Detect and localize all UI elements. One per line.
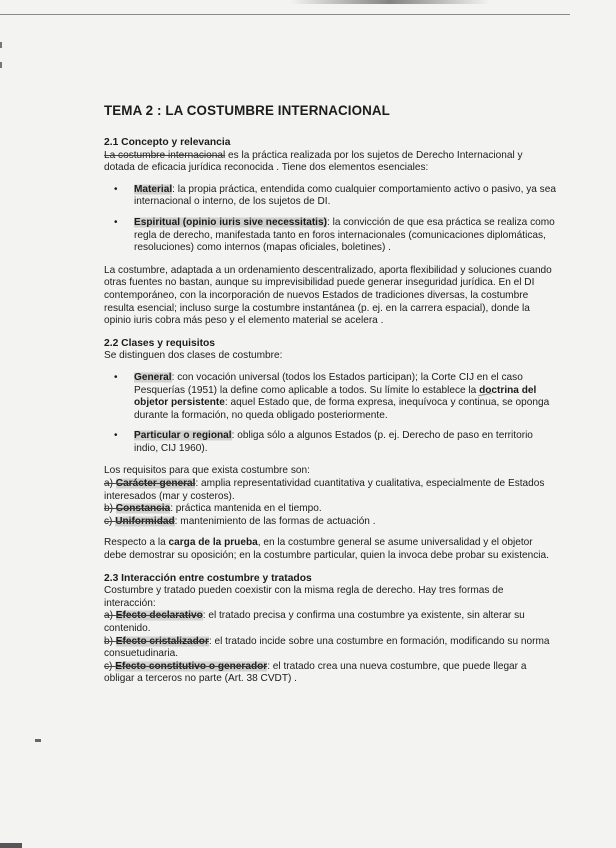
paragraph-text: Respecto a la <box>104 537 169 549</box>
requirement-text: : práctica mantenida en el tiempo. <box>170 503 322 515</box>
scan-edge-mark <box>0 62 2 68</box>
element-list <box>104 184 556 255</box>
document-page <box>104 103 556 696</box>
effect-text: : el tratado precisa y confirma una costumbre ya existente, sin alterar su contenido. <box>104 610 525 634</box>
highlighted-term: Constancia <box>115 503 171 515</box>
effect-item <box>104 610 556 635</box>
effect-item <box>104 636 556 661</box>
item-letter: a) <box>104 610 116 622</box>
highlighted-term: Efecto constitutivo o generador <box>115 660 268 672</box>
paragraph: La costumbre, adaptada a un ordenamiento descentralizado, aporta flexibilidad y soluciones cuando otras fuentes no bastan, aunque su imprevisibilidad puede generar inseguridad jurídica. En el DI contemporáneo, con la incorporación de nuevos Estados de tradiciones diversas, la costumbre resulta esencial; incluso surge la costumbre instantánea (p. ej. en la carrera espacial), donde la opinio iuris cobra más peso y el elemento material se acelera . <box>104 264 552 327</box>
requirement-text: : amplia representatividad cuantitativa y cualitativa, especialmente de Estados interesados (mar y costeros). <box>104 478 545 502</box>
highlighted-term: Uniformidad <box>115 515 175 527</box>
list-item-text: : la convicción de que esa práctica se realiza como regla de derecho, manifestada tanto en foros internacionales (comunicaciones diplomáticas, resoluciones) como internos (mapas oficiales, boletines) . <box>134 216 555 254</box>
requirement-item <box>104 478 556 503</box>
highlighted-term: Efecto declarativo <box>115 610 203 622</box>
list-item <box>104 217 556 255</box>
scan-top-shadow <box>290 0 490 4</box>
list-item <box>104 184 556 209</box>
section-heading: 2.1 Concepto y relevancia <box>104 137 231 148</box>
paragraph: Los requisitos para que exista costumbre son: <box>104 465 310 477</box>
item-letter: a) <box>104 478 116 490</box>
struck-text: La costumbre internacional <box>104 149 226 161</box>
effect-text: : el tratado incide sobre una costumbre en formación, modificando su norma consuetudinaria. <box>104 635 550 660</box>
section-concepto <box>104 137 556 328</box>
bold-term: doctrina del objetor persistente <box>134 384 537 409</box>
item-letter: b) <box>104 503 116 515</box>
list-item <box>104 430 556 455</box>
section-clases <box>104 338 556 563</box>
section-heading: 2.3 Interacción entre costumbre y tratados <box>104 572 312 584</box>
scan-edge-mark <box>0 42 2 48</box>
list-item-text: : con vocación universal (todos los Estados participan); la Corte CIJ en el caso Pesquerías (1951) la define como aplicable a todos. Su límite lo establece la <box>134 371 523 396</box>
item-letter: c) <box>104 515 116 527</box>
highlighted-term: Particular o regional <box>134 430 232 442</box>
document-title: TEMA 2 : LA COSTUMBRE INTERNACIONAL <box>104 103 390 118</box>
requirement-item <box>104 503 556 516</box>
section-heading: 2.2 Clases y requisitos <box>104 337 216 349</box>
paragraph-text: , en la costumbre general se asume universalidad y el objetor debe demostrar su oposición; en la costumbre particular, quien la invoca debe probar su existencia. <box>104 537 549 562</box>
requirement-text: : mantenimiento de las formas de actuación . <box>174 515 376 527</box>
list-item-text: : aquel Estado que, de forma expresa, inequívoca y continua, se oponga durante la formación, no queda obligado posteriormente. <box>134 397 550 421</box>
highlighted-term: Carácter general <box>115 478 196 490</box>
item-letter: c) <box>104 660 116 672</box>
list-item-text: : la propia práctica, entendida como cualquier comportamiento activo o pasivo, ya sea internacional o interno, de los sujetos de DI. <box>134 183 556 208</box>
list-item-text: : obliga sólo a algunos Estados (p. ej. Derecho de paso en territorio indio, CIJ 1960). <box>134 430 533 454</box>
scan-corner-mark <box>0 843 22 848</box>
list-item <box>104 372 556 422</box>
highlighted-term: Espiritual (opinio iuris sive necessitatis) <box>134 216 327 228</box>
paragraph: Se distinguen dos clases de costumbre: <box>104 350 283 362</box>
requirement-item <box>104 516 556 529</box>
highlighted-term: Efecto cristalizador <box>115 635 209 647</box>
paragraph-text: es la práctica realizada por los sujetos de Derecho Internacional y dotada de eficacia jurídica reconocida . Tiene dos elementos esenciales: <box>104 149 523 174</box>
pen-mark <box>35 739 41 742</box>
highlighted-term: Material <box>134 183 173 195</box>
effect-item <box>104 661 556 686</box>
bold-term: carga de la prueba <box>168 537 258 549</box>
item-letter: b) <box>104 635 116 647</box>
paragraph: Costumbre y tratado pueden coexistir con la misma regla de derecho. Hay tres formas de interacción: <box>104 585 504 609</box>
effect-text: : el tratado crea una nueva costumbre, que puede llegar a obligar a terceros no parte (Art. 38 CVDT) . <box>104 660 527 685</box>
paragraph <box>104 150 556 175</box>
highlighted-term: General <box>134 371 172 383</box>
class-list <box>104 372 556 456</box>
page-top-rule <box>0 14 570 15</box>
paragraph <box>104 537 556 562</box>
section-interaccion <box>104 573 556 686</box>
